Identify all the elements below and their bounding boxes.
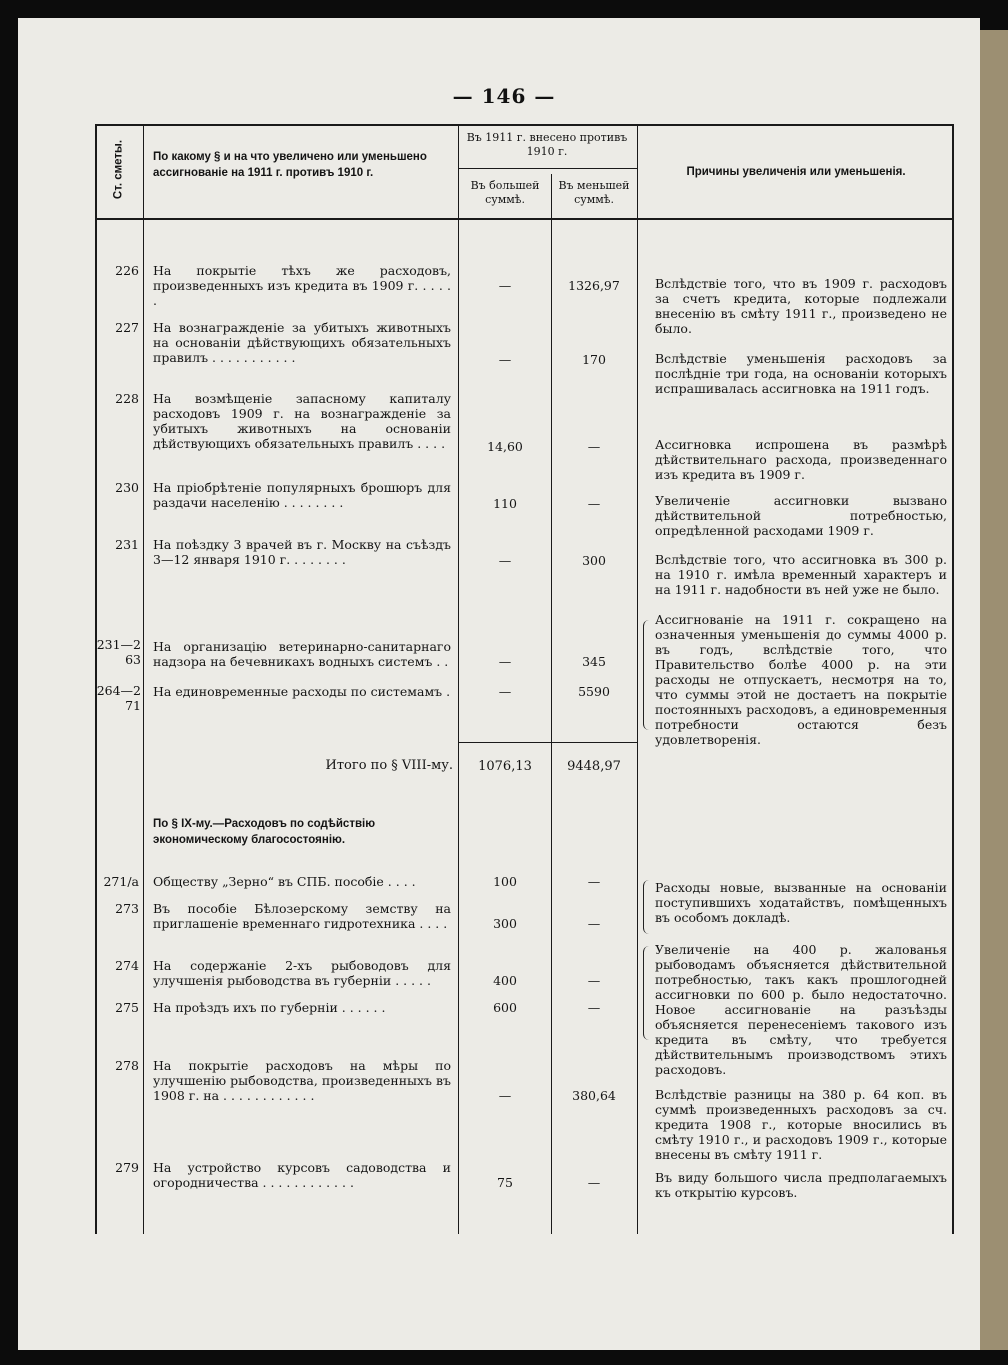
row-228-more: 14,60	[487, 439, 523, 454]
row-274-article: 274	[115, 958, 139, 973]
row-231-263-less: 345	[582, 654, 606, 669]
row-226-description: На покрытіе тѣхъ же расходовъ, произведенныхъ изъ кредита въ 1909 г. . . . . .	[153, 263, 451, 308]
row-230-reason: Увеличеніе ассигновки вызвано дѣйствительной потребностью, опредѣленной расходами 1909 г.	[655, 493, 947, 538]
row-279-reason: Въ виду большого числа предполагаемыхъ къ открытію курсовъ.	[655, 1170, 947, 1200]
reason-shared-1: Ассигнованіе на 1911 г. сокращено на означенныя уменьшенія до суммы 4000 р. въ годъ, вслѣдствіе того, что Правительство болѣе 4000 р. на эти расходы не отпускаетъ, несмотря на то, что суммы этой не достаетъ на покрытіе постоянныхъ расходовъ, а единовременныя потребности остаются безъ удовлетворенія.	[655, 612, 947, 747]
row-231-article: 231	[115, 537, 139, 552]
row-275-more: 600	[493, 1000, 517, 1015]
row-226-less: 1326,97	[568, 278, 620, 293]
row-274-less: —	[587, 973, 601, 988]
row-274-more: 400	[493, 973, 517, 988]
row-231-263-more: —	[498, 654, 512, 669]
row-278-description: На покрытіе расходовъ на мѣры по улучшенію рыбоводства, произведенныхъ въ 1908 г. на . . . . . . . . . . . .	[153, 1058, 451, 1103]
header-change-group: Въ 1911 г. внесено противъ 1910 г.	[466, 131, 628, 158]
row-227-description: На вознагражденіе за убитыхъ животныхъ на основаніи дѣйствующихъ обязательныхъ правилъ . . . . . . . . . . .	[153, 320, 451, 365]
reason-brace-1	[643, 620, 652, 730]
reason-shared-2: Расходы новые, вызванные на основаніи поступившихъ ходатайствъ, помѣщенныхъ въ особомъ докладѣ.	[655, 880, 947, 925]
row-230-more: 110	[493, 496, 517, 511]
row-227-reason: Вслѣдствіе уменьшенія расходовъ за послѣдніе три года, на основаніи которыхъ испрашивалась ассигновка на 1911 годъ.	[655, 351, 947, 396]
row-273-more: 300	[493, 916, 517, 931]
row-231-reason: Вслѣдствіе того, что ассигновка въ 300 р. на 1910 г. имѣла временный характеръ и на 1911 г. надобности въ ней уже не было.	[655, 552, 947, 597]
row-271a-description: Обществу „Зерно“ въ СПБ. пособіе . . . .	[153, 874, 416, 889]
row-264-271-more: —	[498, 684, 512, 699]
row-264-271-less: 5590	[578, 684, 610, 699]
row-231-more: —	[498, 553, 512, 568]
reason-brace-3	[643, 946, 652, 1040]
total-less: 9448,97	[567, 759, 621, 774]
row-230-article: 230	[115, 480, 139, 495]
row-228-reason: Ассигновка испрошена въ размѣрѣ дѣйствительнаго расхода, произведеннаго изъ кредита въ 1909 г.	[655, 437, 947, 482]
row-273-article: 273	[115, 901, 139, 916]
row-231-less: 300	[582, 553, 606, 568]
total-more: 1076,13	[478, 759, 532, 774]
reason-brace-2	[643, 880, 652, 934]
row-226-reason: Вслѣдствіе того, что въ 1909 г. расходовъ за счетъ кредита, которые подлежали внесенію въ смѣту 1911 г., произведено не было.	[655, 276, 947, 336]
header-description: По какому § и на что увеличено или уменьшено ассигнованіе на 1911 г. противъ 1910 г.	[153, 151, 427, 179]
header-lesser-sum: Въ меньшей суммѣ.	[558, 179, 630, 206]
row-227-less: 170	[582, 352, 606, 367]
row-275-description: На проѣздъ ихъ по губерніи . . . . . .	[153, 1000, 386, 1015]
row-227-more: —	[498, 352, 512, 367]
row-278-less: 380,64	[572, 1088, 616, 1103]
row-279-less: —	[587, 1175, 601, 1190]
row-230-less: —	[587, 496, 601, 511]
row-278-article: 278	[115, 1058, 139, 1073]
row-228-less: —	[587, 439, 601, 454]
row-228-article: 228	[115, 391, 139, 406]
row-278-more: —	[498, 1088, 512, 1103]
row-231-263-article: 231—263	[96, 637, 141, 667]
row-279-article: 279	[115, 1160, 139, 1175]
row-275-article: 275	[115, 1000, 139, 1015]
row-230-description: На пріобрѣтеніе популярныхъ брошюръ для раздачи населенію . . . . . . . .	[153, 480, 451, 510]
header-reasons: Причины увеличенія или уменьшенія.	[686, 166, 906, 178]
section-ix-heading: По § IX-му.—Расходовъ по содѣйствію экономическому благосостоянію.	[153, 818, 376, 846]
row-279-more: 75	[497, 1175, 513, 1190]
header-greater-sum: Въ большей суммѣ.	[470, 179, 540, 206]
row-274-description: На содержаніе 2-хъ рыбоводовъ для улучшенія рыбоводства въ губерніи . . . . .	[153, 958, 451, 988]
row-275-less: —	[587, 1000, 601, 1015]
row-279-description: На устройство курсовъ садоводства и огородничества . . . . . . . . . . . .	[153, 1160, 451, 1190]
page-number: — 146 —	[452, 84, 556, 108]
adjacent-page-edge	[980, 30, 1008, 1350]
total-label: Итого по § VIII-му.	[325, 758, 453, 773]
row-273-less: —	[587, 916, 601, 931]
row-271a-more: 100	[493, 874, 517, 889]
row-231-description: На поѣздку 3 врачей въ г. Москву на съѣздъ 3—12 января 1910 г. . . . . . . .	[153, 537, 451, 567]
row-278-reason: Вслѣдствіе разницы на 380 р. 64 коп. въ суммѣ произведенныхъ расходовъ за сч. кредита 1908 г., которые вносились въ смѣту 1910 г., и расходовъ 1909 г., которые внесены въ смѣту 1911 г.	[655, 1087, 947, 1162]
row-273-description: Въ пособіе Бѣлозерскому земству на приглашеніе временнаго гидротехника . . . .	[153, 901, 451, 931]
budget-table	[95, 124, 953, 1234]
row-231-263-description: На организацію ветеринарно-санитарнаго надзора на бечевникахъ водныхъ системъ . .	[153, 639, 451, 669]
row-228-description: На возмѣщеніе запасному капиталу расходовъ 1909 г. на вознагражденіе за убитыхъ животныхъ на основаніи дѣйствующихъ обязательныхъ правилъ . . . .	[153, 391, 451, 451]
row-264-271-description: На единовременные расходы по системамъ .	[153, 684, 451, 699]
row-226-more: —	[498, 278, 512, 293]
row-226-article: 226	[115, 263, 139, 278]
row-271a-article: 271/a	[103, 874, 139, 889]
row-271a-less: —	[587, 874, 601, 889]
row-264-271-article: 264—271	[96, 683, 141, 713]
row-227-article: 227	[115, 320, 139, 335]
header-article-no: Ст. сметы.	[112, 139, 125, 200]
reason-shared-3: Увеличеніе на 400 р. жалованья рыбоводамъ объясняется дѣйствительной потребностью, такъ какъ прошлогодней ассигновки по 600 р. было недостаточно. Новое ассигнованіе на разъѣзды объясняется перенесеніемъ такового изъ кредита въ смѣту, что требуется дѣйствительнымъ производствомъ этихъ расходовъ.	[655, 942, 947, 1077]
